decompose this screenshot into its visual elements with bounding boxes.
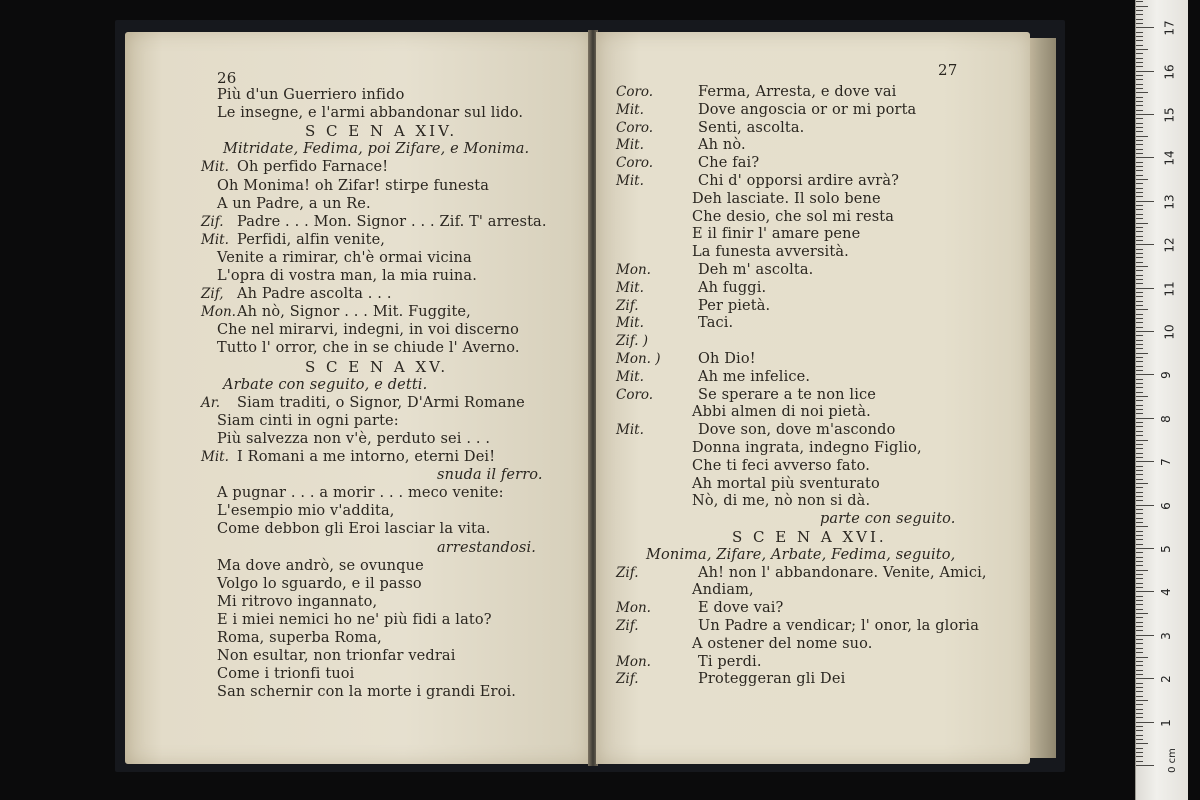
ruler-tick xyxy=(1136,144,1143,145)
measuring-ruler xyxy=(1135,0,1188,800)
ruler-tick xyxy=(1136,179,1148,180)
verse-line: Deh m' ascolta. xyxy=(698,262,814,278)
ruler-tick xyxy=(1136,565,1143,566)
ruler-tick xyxy=(1136,335,1143,336)
speaker-label: Mit. xyxy=(201,159,229,176)
verse-line: Per pietà. xyxy=(698,297,771,314)
ruler-tick xyxy=(1136,49,1148,50)
speaker-label: Mit. xyxy=(201,231,229,248)
ruler-tick xyxy=(1136,700,1148,701)
verse-line: L'opra di vostra man, la mia ruina. xyxy=(217,268,477,284)
ruler-tick xyxy=(1136,513,1143,514)
verse-line: Più d'un Guerriero infido xyxy=(217,87,405,103)
ruler-tick xyxy=(1136,62,1143,63)
ruler-tick xyxy=(1136,505,1154,506)
ruler-tick xyxy=(1136,209,1143,210)
ruler-tick xyxy=(1136,353,1148,354)
stage-direction: snuda il ferro. xyxy=(437,467,543,484)
ruler-tick xyxy=(1136,92,1148,93)
ruler-tick xyxy=(1136,314,1143,315)
ruler-tick xyxy=(1136,240,1143,241)
ruler-tick xyxy=(1136,322,1143,323)
ruler-tick xyxy=(1136,483,1148,484)
verse-line: Che ti feci avverso fato. xyxy=(692,457,871,474)
ruler-tick xyxy=(1136,379,1143,380)
ruler-tick xyxy=(1136,735,1143,736)
ruler-tick xyxy=(1136,643,1143,644)
verse-line: E il finir l' amare pene xyxy=(692,226,861,243)
speaker-label: Coro. xyxy=(616,386,654,403)
ruler-tick xyxy=(1136,340,1143,341)
verse-line: Tutto l' orror, che in se chiude l' Averno. xyxy=(217,340,520,357)
ruler-tick xyxy=(1136,713,1143,714)
ruler-tick xyxy=(1136,630,1143,631)
ruler-tick xyxy=(1136,609,1143,610)
ruler-tick xyxy=(1136,674,1143,675)
ruler-tick xyxy=(1136,552,1143,553)
ruler-tick xyxy=(1136,743,1148,744)
ruler-tick xyxy=(1136,466,1143,467)
ruler-tick xyxy=(1136,648,1143,649)
ruler-number: 2 xyxy=(1158,675,1173,684)
ruler-tick xyxy=(1136,457,1143,458)
ruler-tick xyxy=(1136,79,1143,80)
verse-line: Perfidi, alfin venite, xyxy=(237,231,386,248)
ruler-tick xyxy=(1136,561,1143,562)
ruler-tick xyxy=(1136,118,1143,119)
ruler-tick xyxy=(1136,188,1143,189)
ruler-tick xyxy=(1136,400,1143,401)
speaker-label: Mon. xyxy=(616,262,651,278)
verse-line: Come i trionfi tuoi xyxy=(217,666,355,683)
ruler-tick xyxy=(1136,670,1143,671)
speaker-label: Mit. xyxy=(616,422,644,439)
verse-line: Che nel mirarvi, indegni, in voi discerno xyxy=(217,322,520,339)
ruler-tick xyxy=(1136,752,1143,753)
cast-list: Arbate con seguito, e detti. xyxy=(223,376,428,393)
speaker-label: Zif. xyxy=(616,671,639,688)
verse-line: L'esempio mio v'addita, xyxy=(217,503,395,520)
verse-line: Nò, di me, nò non si dà. xyxy=(692,493,871,510)
ruler-tick xyxy=(1136,175,1143,176)
verse-line: Proteggeran gli Dei xyxy=(698,671,846,688)
ruler-tick xyxy=(1136,131,1143,132)
ruler-tick xyxy=(1136,205,1143,206)
verse-line: Ah nò. xyxy=(698,137,746,154)
ruler-tick xyxy=(1136,730,1143,731)
ruler-tick xyxy=(1136,709,1143,710)
verse-line: Che fai? xyxy=(698,155,760,172)
ruler-tick xyxy=(1136,101,1143,102)
ruler-tick xyxy=(1136,301,1143,302)
ruler-tick xyxy=(1136,40,1143,41)
ruler-tick xyxy=(1136,383,1143,384)
verse-line: Un Padre a vendicar; l' onor, la gloria xyxy=(698,618,979,634)
ruler-tick xyxy=(1136,6,1148,7)
ruler-tick xyxy=(1136,717,1143,718)
ruler-tick xyxy=(1136,639,1143,640)
ruler-number: 14 xyxy=(1162,150,1177,167)
ruler-tick xyxy=(1136,617,1143,618)
speaker-label: Mon. ) xyxy=(616,351,661,367)
ruler-tick xyxy=(1136,500,1143,501)
ruler-number: 1 xyxy=(1158,718,1173,727)
verse-line: Oh perfido Farnace! xyxy=(237,159,389,176)
verse-line: Come debbon gli Eroi lasciar la vita. xyxy=(217,521,491,538)
ruler-tick xyxy=(1136,66,1143,67)
verse-line: Venite a rimirar, ch'è ormai vicina xyxy=(217,249,472,266)
ruler-tick xyxy=(1136,570,1148,571)
verse-line: Siam traditi, o Signor, D'Armi Romane xyxy=(237,394,525,411)
speaker-label: Zif. xyxy=(616,297,639,314)
ruler-number: 6 xyxy=(1158,501,1173,510)
left-page xyxy=(125,32,590,764)
speaker-label: Mon. xyxy=(616,600,651,617)
ruler-tick xyxy=(1136,756,1143,757)
ruler-tick xyxy=(1136,704,1143,705)
verse-line: La funesta avversità. xyxy=(692,244,849,261)
ruler-tick xyxy=(1136,279,1143,280)
speaker-label: Zif, xyxy=(201,286,224,303)
ruler-tick xyxy=(1136,722,1154,723)
ruler-tick xyxy=(1136,435,1143,436)
ruler-tick xyxy=(1136,409,1143,410)
ruler-tick xyxy=(1136,153,1143,154)
stage-direction: arrestandosi. xyxy=(437,539,536,556)
speaker-label: Mit. xyxy=(616,173,644,189)
ruler-tick xyxy=(1136,262,1143,263)
ruler-number: 13 xyxy=(1162,194,1177,210)
ruler-tick xyxy=(1136,292,1143,293)
ruler-tick xyxy=(1136,522,1143,523)
verse-line: Donna ingrata, indegno Figlio, xyxy=(692,440,922,456)
ruler-tick xyxy=(1136,678,1154,679)
verse-line: Ah Padre ascolta . . . xyxy=(237,286,392,303)
ruler-number: 3 xyxy=(1158,631,1173,640)
ruler-tick xyxy=(1136,604,1143,605)
ruler-tick xyxy=(1136,162,1143,163)
ruler-tick xyxy=(1136,19,1143,20)
verse-line: Dove angoscia or or mi porta xyxy=(698,101,917,118)
ruler-tick xyxy=(1136,574,1143,575)
ruler-tick xyxy=(1136,166,1143,167)
ruler-tick xyxy=(1136,431,1143,432)
verse-line: Deh lasciate. Il solo bene xyxy=(692,190,881,207)
verse-line: A pugnar . . . a morir . . . meco venite: xyxy=(217,485,504,502)
ruler-tick xyxy=(1136,748,1143,749)
verse-line: Oh Monima! oh Zifar! stirpe funesta xyxy=(217,177,490,194)
verse-line: Siam cinti in ogni parte: xyxy=(217,412,399,429)
ruler-tick xyxy=(1136,683,1143,684)
ruler-tick xyxy=(1136,218,1143,219)
ruler-tick xyxy=(1136,657,1148,658)
page-edge xyxy=(1030,38,1056,758)
speaker-label: Mit. xyxy=(616,315,644,332)
ruler-tick xyxy=(1136,405,1143,406)
scene-heading: S C E N A XV. xyxy=(305,357,449,376)
verse-line: Ah nò, Signor . . . Mit. Fuggite, xyxy=(237,304,471,321)
ruler-tick xyxy=(1136,223,1148,224)
ruler-tick xyxy=(1136,270,1143,271)
ruler-tick xyxy=(1136,453,1143,454)
ruler-tick xyxy=(1136,544,1143,545)
verse-line: A un Padre, a un Re. xyxy=(217,195,371,212)
verse-line: Che desio, che sol mi resta xyxy=(692,208,895,225)
ruler-tick xyxy=(1136,140,1143,141)
verse-line: Non esultar, non trionfar vedrai xyxy=(217,648,456,665)
ruler-tick xyxy=(1136,58,1143,59)
ruler-tick xyxy=(1136,236,1143,237)
ruler-tick xyxy=(1136,309,1148,310)
ruler-tick xyxy=(1136,357,1143,358)
ruler-tick xyxy=(1136,726,1143,727)
ruler-tick xyxy=(1136,84,1143,85)
ruler-tick xyxy=(1136,526,1148,527)
ruler-tick xyxy=(1136,45,1143,46)
ruler-number: 17 xyxy=(1162,20,1177,36)
ruler-tick xyxy=(1136,422,1143,423)
verse-line: Taci. xyxy=(698,315,734,332)
verse-line: Chi d' opporsi ardire avrà? xyxy=(698,173,900,189)
verse-line: Padre . . . Mon. Signor . . . Zif. T' arresta. xyxy=(237,213,547,230)
speaker-label: Coro. xyxy=(616,84,654,100)
ruler-number: 8 xyxy=(1158,414,1173,423)
scene-heading: S C E N A XIV. xyxy=(305,122,458,141)
speaker-label: Coro. xyxy=(616,155,654,172)
ruler-tick xyxy=(1136,32,1143,33)
ruler-tick xyxy=(1136,396,1148,397)
ruler-unit: 0 cm xyxy=(1166,748,1178,773)
ruler-tick xyxy=(1136,665,1143,666)
ruler-tick xyxy=(1136,392,1143,393)
ruler-tick xyxy=(1136,622,1143,623)
verse-line: Senti, ascolta. xyxy=(698,119,805,136)
verse-line: Ferma, Arresta, e dove vai xyxy=(698,84,897,100)
verse-line: E i miei nemici ho ne' più fidi a lato? xyxy=(217,611,492,628)
ruler-tick xyxy=(1136,192,1143,193)
ruler-tick xyxy=(1136,600,1143,601)
verse-line: Oh Dio! xyxy=(698,351,756,367)
ruler-tick xyxy=(1136,127,1143,128)
ruler-tick xyxy=(1136,509,1143,510)
ruler-tick xyxy=(1136,587,1143,588)
ruler-tick xyxy=(1136,479,1143,480)
ruler-tick xyxy=(1136,136,1148,137)
ruler-tick xyxy=(1136,583,1143,584)
speaker-label: Mit. xyxy=(616,368,644,385)
ruler-number: 16 xyxy=(1162,63,1177,80)
speaker-label: Zif. xyxy=(616,564,639,581)
verse-line: Dove son, dove m'ascondo xyxy=(698,422,896,439)
verse-line: Se sperare a te non lice xyxy=(698,386,876,403)
ruler-tick xyxy=(1136,687,1143,688)
ruler-tick xyxy=(1136,344,1143,345)
ruler-tick xyxy=(1136,361,1143,362)
ruler-tick xyxy=(1136,1,1143,2)
ruler-number: 11 xyxy=(1162,280,1177,297)
ruler-tick xyxy=(1136,249,1143,250)
ruler-tick xyxy=(1136,75,1143,76)
verse-line: Ma dove andrò, se ovunque xyxy=(217,557,424,574)
ruler-tick xyxy=(1136,370,1143,371)
ruler-tick xyxy=(1136,201,1154,202)
ruler-tick xyxy=(1136,691,1143,692)
ruler-number: 15 xyxy=(1162,107,1177,123)
ruler-tick xyxy=(1136,426,1143,427)
speaker-label: Mit. xyxy=(616,137,644,154)
ruler-tick xyxy=(1136,496,1143,497)
ruler-tick xyxy=(1136,418,1154,419)
ruler-tick xyxy=(1136,366,1143,367)
ruler-tick xyxy=(1136,214,1143,215)
verse-line: Ah me infelice. xyxy=(698,368,811,385)
ruler-tick xyxy=(1136,739,1143,740)
ruler-tick xyxy=(1136,652,1143,653)
ruler-tick xyxy=(1136,27,1154,28)
ruler-tick xyxy=(1136,114,1154,115)
speaker-label: Mit. xyxy=(201,449,229,465)
ruler-tick xyxy=(1136,557,1143,558)
ruler-tick xyxy=(1136,696,1143,697)
verse-line: Più salvezza non v'è, perduto sei . . . xyxy=(217,430,491,447)
ruler-tick xyxy=(1136,444,1143,445)
ruler-tick xyxy=(1136,296,1143,297)
ruler-tick xyxy=(1136,105,1143,106)
verse-line: I Romani a me intorno, eterni Dei! xyxy=(237,449,496,465)
verse-line: Abbi almen di noi pietà. xyxy=(692,404,871,421)
speaker-label: Mit. xyxy=(616,279,644,296)
speaker-label: Mon. xyxy=(616,653,651,670)
ruler-tick xyxy=(1136,88,1143,89)
ruler-tick xyxy=(1136,661,1143,662)
ruler-tick xyxy=(1136,253,1143,254)
ruler-tick xyxy=(1136,374,1154,375)
ruler-tick xyxy=(1136,348,1143,349)
right-page xyxy=(596,32,1030,764)
ruler-tick xyxy=(1136,10,1143,11)
ruler-tick xyxy=(1136,14,1143,15)
ruler-number: 4 xyxy=(1158,588,1173,597)
speaker-label: Coro. xyxy=(616,119,654,136)
verse-line: E dove vai? xyxy=(698,600,784,617)
ruler-tick xyxy=(1136,531,1143,532)
scene-heading: S C E N A XVI. xyxy=(732,528,887,546)
speaker-label: Zif. xyxy=(201,213,224,230)
ruler-tick xyxy=(1136,387,1143,388)
speaker-label: Mit. xyxy=(616,101,644,118)
ruler-number: 9 xyxy=(1158,371,1173,380)
ruler-tick xyxy=(1136,97,1143,98)
verse-line: Mi ritrovo ingannato, xyxy=(217,593,378,610)
ruler-tick xyxy=(1136,487,1143,488)
ruler-number: 12 xyxy=(1162,237,1177,253)
ruler-tick xyxy=(1136,613,1148,614)
verse-line: Ti perdi. xyxy=(698,653,762,670)
verse-line: Ah fuggi. xyxy=(698,279,767,296)
speaker-label: Zif. ) xyxy=(616,333,649,350)
verse-line: Ah! non l' abbandonare. Venite, Amici, xyxy=(698,564,987,581)
verse-line: Ah mortal più sventurato xyxy=(692,475,880,492)
ruler-tick xyxy=(1136,327,1143,328)
speaker-label: Ar. xyxy=(201,394,221,411)
ruler-tick xyxy=(1136,231,1143,232)
ruler-tick xyxy=(1136,123,1143,124)
ruler-number: 7 xyxy=(1158,458,1173,467)
ruler-tick xyxy=(1136,539,1143,540)
ruler-tick xyxy=(1136,23,1143,24)
ruler-tick xyxy=(1136,331,1154,332)
ruler-tick xyxy=(1136,474,1143,475)
verse-line: Volgo lo sguardo, e il passo xyxy=(217,575,422,592)
ruler-tick xyxy=(1136,518,1143,519)
ruler-tick xyxy=(1136,196,1143,197)
ruler-tick xyxy=(1136,183,1143,184)
ruler-tick xyxy=(1136,448,1143,449)
ruler-tick xyxy=(1136,761,1143,762)
ruler-tick xyxy=(1136,244,1154,245)
ruler-tick xyxy=(1136,492,1143,493)
ruler-tick xyxy=(1136,36,1143,37)
ruler-tick xyxy=(1136,149,1143,150)
ruler-tick xyxy=(1136,535,1143,536)
ruler-tick xyxy=(1136,596,1143,597)
ruler-tick xyxy=(1136,305,1143,306)
ruler-tick xyxy=(1136,283,1143,284)
ruler-number: 10 xyxy=(1162,324,1177,340)
stage-direction: parte con seguito. xyxy=(820,511,956,528)
cast-list: Monima, Zifare, Arbate, Fedima, seguito, xyxy=(646,546,956,563)
ruler-tick xyxy=(1136,110,1143,111)
verse-line: Andiam, xyxy=(692,582,754,599)
ruler-tick xyxy=(1136,275,1143,276)
page-number: 27 xyxy=(938,61,958,79)
verse-line: Le insegne, e l'armi abbandonar sul lido. xyxy=(217,105,524,122)
ruler-tick xyxy=(1136,470,1143,471)
ruler-tick xyxy=(1136,53,1143,54)
ruler-tick xyxy=(1136,71,1154,72)
verse-line: San schernir con la morte i grandi Eroi. xyxy=(217,684,517,701)
ruler-tick xyxy=(1136,288,1154,289)
speaker-label: Mon. xyxy=(201,304,236,321)
ruler-tick xyxy=(1136,626,1143,627)
ruler-tick xyxy=(1136,578,1143,579)
verse-line: Roma, superba Roma, xyxy=(217,630,382,646)
ruler-tick xyxy=(1136,318,1143,319)
cast-list: Mitridate, Fedima, poi Zifare, e Monima. xyxy=(223,141,530,158)
ruler-tick xyxy=(1136,548,1154,549)
ruler-tick xyxy=(1136,635,1154,636)
ruler-tick xyxy=(1136,257,1143,258)
page-number: 26 xyxy=(217,69,237,87)
ruler-tick xyxy=(1136,157,1154,158)
ruler-tick xyxy=(1136,765,1154,766)
ruler-tick xyxy=(1136,440,1148,441)
ruler-tick xyxy=(1136,170,1143,171)
ruler-number: 5 xyxy=(1158,545,1173,553)
ruler-tick xyxy=(1136,227,1143,228)
speaker-label: Zif. xyxy=(616,618,639,634)
verse-line: A ostener del nome suo. xyxy=(692,635,873,652)
ruler-tick xyxy=(1136,591,1154,592)
ruler-tick xyxy=(1136,461,1154,462)
ruler-tick xyxy=(1136,413,1143,414)
ruler-tick xyxy=(1136,266,1148,267)
